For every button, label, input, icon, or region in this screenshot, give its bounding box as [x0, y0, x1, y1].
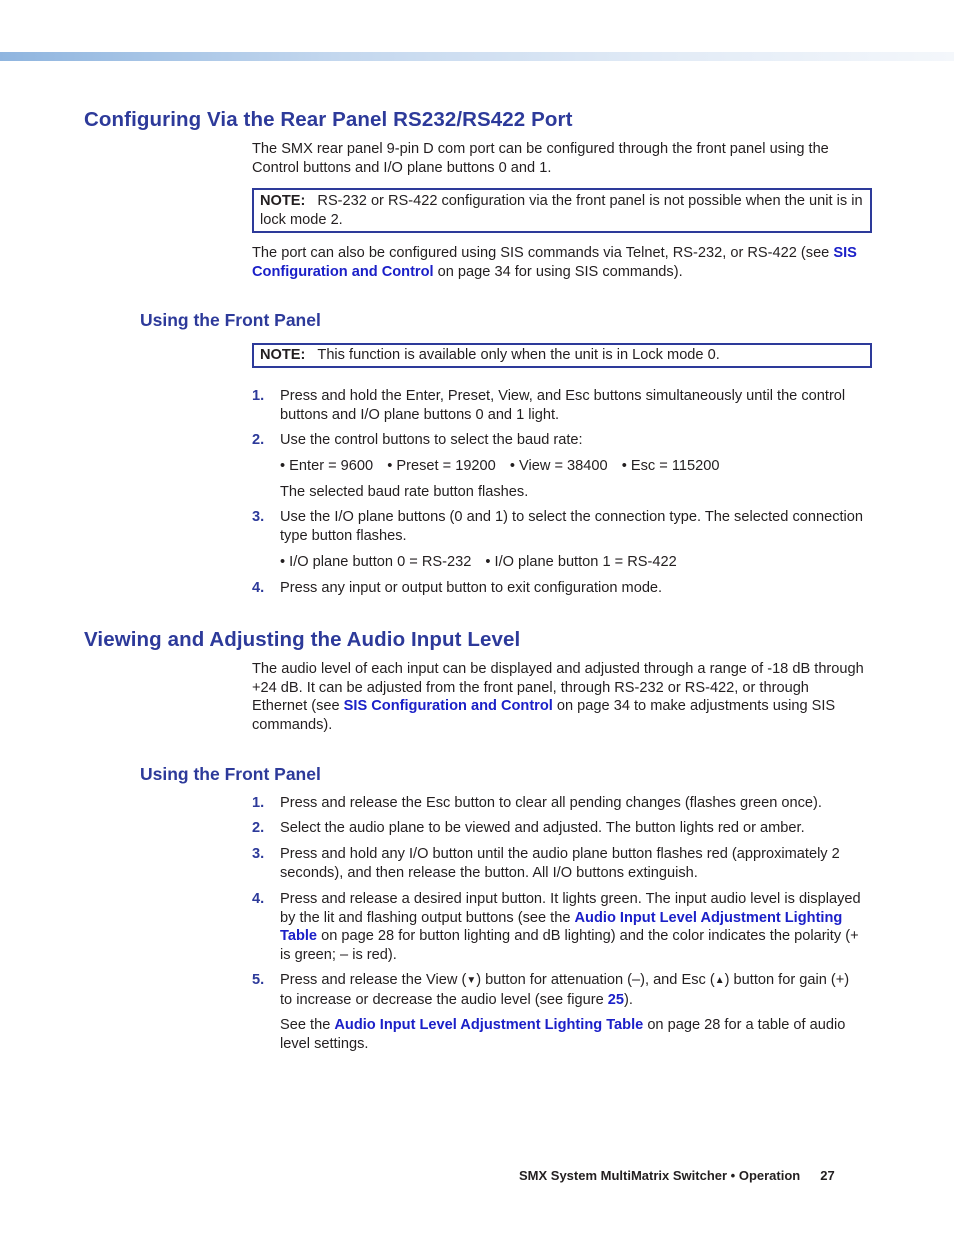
list-item [252, 431, 864, 450]
list-item [252, 819, 864, 838]
lighting-table-link[interactable]: Audio Input Level Adjustment Lighting Table [334, 1017, 644, 1033]
audio-level-intro: The audio level of each input can be displayed and adjusted through a range of -18 dB through +24 dB. It can be adjusted from the front panel, through RS-232 or RS-422, or through Ethernet (see SIS Configuration and Control on page 34 to make adjustments using SIS commands). [252, 661, 864, 733]
step-number: 2. [252, 432, 265, 448]
step-text: Press any input or output button to exit configuration mode. [280, 580, 663, 596]
note-text: This function is available only when the unit is in Lock mode 0. [317, 347, 720, 363]
note-label: NOTE: [260, 347, 306, 363]
down-arrow-icon: ▼ [466, 975, 477, 986]
bullet-item: • Esc = 115200 [621, 458, 720, 474]
step-text: Use the control buttons to select the baud rate: [280, 432, 583, 448]
note-text: RS-232 or RS-422 configuration via the front panel is not possible when the unit is in lock mode 2. [260, 193, 863, 228]
section-title-audio-level: Viewing and Adjusting the Audio Input Level [84, 628, 521, 651]
step-number: 2. [252, 820, 265, 836]
step-text: Press and release a desired input button. It lights green. The input audio level is displayed by the lit and flashing output buttons (see the Audio Input Level Adjustment Lighting Table on page 28 for button lighting and dB lighting) and the color indicates the polarity (+ is green; – is red). [280, 891, 861, 963]
note-label: NOTE: [260, 193, 306, 209]
note-lock-mode-0 [252, 343, 872, 368]
baud-rate-options [280, 457, 864, 476]
step-number: 5. [252, 972, 265, 988]
sis-config-link[interactable]: SIS Configuration and Control [343, 698, 553, 714]
step-number: 1. [252, 795, 265, 811]
subsection-title-front-panel-1: Using the Front Panel [140, 310, 321, 330]
figure-25-link[interactable]: 25 [607, 991, 624, 1008]
bullet-item: • Preset = 19200 [387, 458, 496, 474]
step-number: 1. [252, 388, 265, 404]
list-item [252, 890, 864, 964]
list-item [252, 794, 864, 813]
sis-config-link[interactable]: SIS Configuration and Control [252, 245, 857, 280]
subsection-title-front-panel-2: Using the Front Panel [140, 764, 321, 784]
list-item [252, 508, 864, 545]
list-item [252, 971, 864, 1009]
section-title-rear-panel: Configuring Via the Rear Panel RS232/RS422 Port [84, 108, 573, 131]
lighting-table-link[interactable]: Audio Input Level Adjustment Lighting Table [280, 909, 843, 944]
footer-title: SMX System MultiMatrix Switcher • Operation [519, 1168, 801, 1183]
step-text: Use the I/O plane buttons (0 and 1) to select the connection type. The selected connection type button flashes. [280, 509, 864, 544]
list-item [252, 579, 864, 598]
page-footer [519, 1168, 835, 1183]
rear-panel-intro: The SMX rear panel 9-pin D com port can be configured through the front panel using the Control buttons and I/O plane buttons 0 and 1. [252, 141, 829, 176]
step-number: 3. [252, 846, 265, 862]
step-text: Press and hold any I/O button until the audio plane button flashes red (approximately 2 seconds), and then release the button. All I/O buttons extinguish. [280, 846, 840, 881]
baud-rate-note: The selected baud rate button flashes. [280, 484, 529, 500]
step-text: Press and hold the Enter, Preset, View, and Esc buttons simultaneously until the control buttons and I/O plane buttons 0 and 1 light. [280, 388, 846, 423]
bullet-item: • Enter = 9600 [280, 458, 374, 474]
bullet-item: • I/O plane button 0 = RS-232 [280, 554, 472, 570]
step-text: Press and release the View (▼) button for attenuation (–), and Esc (▲) button for gain (+) to increase or decrease the audio level (see figure 25). [280, 972, 850, 1008]
page-number: 27 [820, 1168, 835, 1183]
step-text: Press and release the Esc button to clear all pending changes (flashes green once). [280, 795, 822, 811]
step-number: 4. [252, 891, 265, 907]
note-lock-mode-2 [252, 188, 872, 233]
connection-type-options [280, 553, 864, 572]
step-number: 3. [252, 509, 265, 525]
up-arrow-icon: ▲ [714, 975, 725, 986]
header-gradient-bar [0, 52, 954, 61]
bullet-item: • I/O plane button 1 = RS-422 [485, 554, 677, 570]
bullet-item: • View = 38400 [509, 458, 608, 474]
see-lighting-table-paragraph: See the Audio Input Level Adjustment Lighting Table on page 28 for a table of audio level settings. [280, 1017, 846, 1052]
list-item [252, 387, 864, 424]
step-number: 4. [252, 580, 265, 596]
sis-config-paragraph: The port can also be configured using SIS commands via Telnet, RS-232, or RS-422 (see SIS Configuration and Control on page 34 for using SIS commands). [252, 245, 857, 280]
step-text: Select the audio plane to be viewed and adjusted. The button lights red or amber. [280, 820, 805, 836]
list-item [252, 845, 864, 882]
